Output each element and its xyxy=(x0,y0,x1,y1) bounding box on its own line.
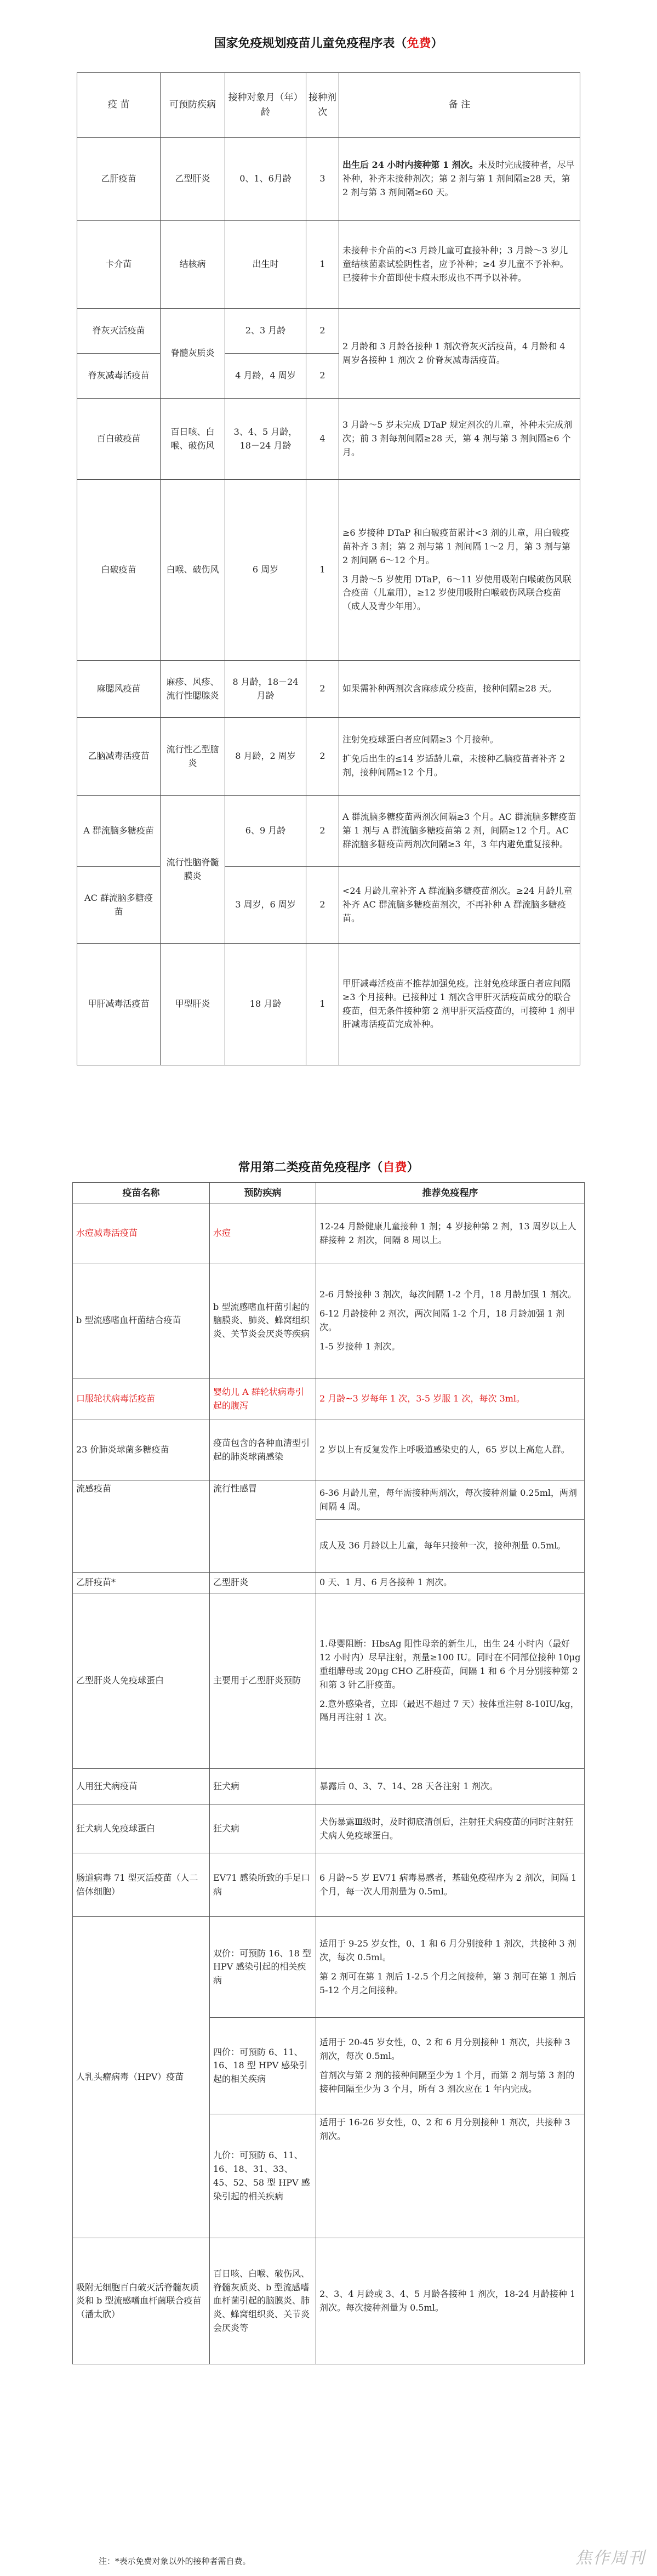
schedule-paragraph: 首剂次与第 2 剂的接种间隔至少为 1 个月，而第 2 剂与第 3 剂的接种间隔至少为 3 个月，所有 3 剂次应在 1 年内完成。 xyxy=(319,2069,575,2094)
schedule-cell: 适用于 16-26 岁女性，0、2 和 6 月分别接种 1 剂次，共接种 3 剂次。 xyxy=(316,2114,585,2238)
note-cell xyxy=(339,138,580,221)
note-cell: 3 月龄～5 岁未完成 DTaP 规定剂次的儿童，补种未完成剂次；前 3 剂每剂间隔≥28 天，第 4 剂与第 3 剂间隔≥6 个月。 xyxy=(339,399,580,480)
schedule-cell: 6-36 月龄儿童，每年需接种两剂次，每次接种剂量 0.25ml，两剂间隔 4 周。 xyxy=(316,1480,585,1520)
dose-count: 2 xyxy=(306,309,339,354)
table-row xyxy=(77,796,580,867)
schedule-cell xyxy=(316,1917,585,2018)
vaccine-name: 麻腮风疫苗 xyxy=(77,661,161,718)
dose-count: 1 xyxy=(306,221,339,309)
age-schedule: 4 月龄，4 周岁 xyxy=(225,354,306,399)
schedule-cell xyxy=(316,1263,585,1378)
table-row xyxy=(77,480,580,661)
optional-vaccine-table xyxy=(72,1182,585,2364)
schedule-cell xyxy=(316,2018,585,2114)
table-row xyxy=(73,1593,585,1769)
schedule-paragraph: 1.母婴阻断：HbsAg 阳性母亲的新生儿，出生 24 小时内（最好 12 小时内）尽早注射，剂量≥100 IU。同时在不同部位接种 10μg 重组酵母或 20μg CHO 乙肝疫苗，间隔 1 和 6 个月分别接种第 2 和第 3 针乙肝疫苗。 xyxy=(319,1638,581,1690)
table-row xyxy=(73,2238,585,2364)
vaccine-name: 乙肝疫苗 xyxy=(77,138,161,221)
table-row xyxy=(73,1573,585,1593)
schedule-title-free xyxy=(0,34,657,51)
age-schedule: 8 月龄，2 周岁 xyxy=(225,718,306,796)
table-row xyxy=(73,1378,585,1420)
table-row xyxy=(77,399,580,480)
disease-name: 狂犬病 xyxy=(210,1769,316,1805)
disease-name: 百日咳、白喉、破伤风 xyxy=(161,399,225,480)
schedule-paragraph: 6-12 月龄接种 2 剂次，两次间隔 1-2 个月，18 月龄加强 1 剂次。 xyxy=(319,1308,565,1332)
note-paragraph: 扩免后出生的≤14 岁适龄儿童，未接种乙脑疫苗者补齐 2 剂，接种间隔≥12 个月。 xyxy=(342,753,565,778)
vaccine-name: 水痘减毒活疫苗 xyxy=(73,1204,210,1263)
hpv-type-quadrivalent: 四价：可预防 6、11、16、18 型 HPV 感染引起的相关疾病 xyxy=(210,2018,316,2114)
paid-tag: 自费 xyxy=(382,1160,407,1174)
header-age: 接种对象月（年）龄 xyxy=(225,73,306,138)
note-cell: <24 月龄儿童补齐 A 群流脑多糖疫苗剂次。≥24 月龄儿童补齐 AC 群流脑多糖疫苗剂次，不再补种 A 群流脑多糖疫苗。 xyxy=(339,867,580,944)
vaccine-name: 狂犬病人免疫球蛋白 xyxy=(73,1805,210,1853)
national-schedule-table xyxy=(77,72,580,1065)
vaccine-name: 流感疫苗 xyxy=(73,1480,210,1573)
table-row xyxy=(77,221,580,309)
header-schedule: 推荐免疫程序 xyxy=(316,1183,585,1204)
note-paragraph: 3 月龄～5 岁使用 DTaP，6～11 岁使用吸附白喉破伤风联合疫苗（儿童用），≥12 岁使用吸附白喉破伤风联合疫苗（成人及青少年用）。 xyxy=(342,574,572,612)
disease-name: 麻疹、风疹、流行性腮腺炎 xyxy=(161,661,225,718)
vaccine-name: A 群流脑多糖疫苗 xyxy=(77,796,161,867)
table-row xyxy=(77,867,580,944)
title-main: 国家免疫规划疫苗儿童免疫程序表 xyxy=(214,36,395,50)
table-row xyxy=(77,944,580,1065)
table-row xyxy=(73,1480,585,1520)
schedule-paragraph: 适用于 20-45 岁女性，0、2 和 6 月分别接种 1 剂次，共接种 3 剂次，每次 0.5ml。 xyxy=(319,2037,570,2062)
title-paren-right: ） xyxy=(407,1160,419,1174)
vaccine-name: 甲肝减毒活疫苗 xyxy=(77,944,161,1065)
vaccine-name: 肠道病毒 71 型灭活疫苗（人二倍体细胞） xyxy=(73,1853,210,1917)
note-cell: 2 月龄和 3 月龄各接种 1 剂次脊灰灭活疫苗，4 月龄和 4 周岁各接种 1 剂次 2 价脊灰减毒活疫苗。 xyxy=(339,309,580,399)
vaccine-name: 百白破疫苗 xyxy=(77,399,161,480)
disease-name: EV71 感染所致的手足口病 xyxy=(210,1853,316,1917)
note-cell xyxy=(339,718,580,796)
vaccine-name: 脊灰减毒活疫苗 xyxy=(77,354,161,399)
note-cell xyxy=(339,480,580,661)
dose-count: 2 xyxy=(306,867,339,944)
dose-count: 2 xyxy=(306,661,339,718)
disease-name: 脊髓灰质炎 xyxy=(161,309,225,399)
schedule-paragraph: 1-5 岁接种 1 剂次。 xyxy=(319,1341,401,1352)
schedule-paragraph: 第 2 剂可在第 1 剂后 1-2.5 个月之间接种，第 3 剂可在第 1 剂后 5-12 个月之间接种。 xyxy=(319,1971,576,1995)
dose-count: 2 xyxy=(306,718,339,796)
table-row xyxy=(73,1204,585,1263)
vaccine-name: 23 价肺炎球菌多糖疫苗 xyxy=(73,1420,210,1480)
title-main: 常用第二类疫苗免疫程序 xyxy=(238,1160,371,1174)
table-row xyxy=(77,718,580,796)
age-schedule: 6 周岁 xyxy=(225,480,306,661)
age-schedule: 18 月龄 xyxy=(225,944,306,1065)
note-paragraph: 注射免疫球蛋白者应间隔≥3 个月接种。 xyxy=(342,734,499,745)
table-header-row xyxy=(77,73,580,138)
header-vaccine-name: 疫苗名称 xyxy=(73,1183,210,1204)
schedule-cell: 6 月龄~5 岁 EV71 病毒易感者，基础免疫程序为 2 剂次，间隔 1 个月，每一次人用剂量为 0.5ml。 xyxy=(316,1853,585,1917)
table-row xyxy=(77,309,580,354)
schedule-cell: 2 岁以上有反复发作上呼吸道感染史的人，65 岁以上高危人群。 xyxy=(316,1420,585,1480)
table-header-row xyxy=(73,1183,585,1204)
age-schedule: 2、3 月龄 xyxy=(225,309,306,354)
schedule-cell: 暴露后 0、3、7、14、28 天各注射 1 剂次。 xyxy=(316,1769,585,1805)
dose-count: 2 xyxy=(306,796,339,867)
age-schedule: 出生时 xyxy=(225,221,306,309)
age-schedule: 3 周岁，6 周岁 xyxy=(225,867,306,944)
disease-name: b 型流感嗜血杆菌引起的脑膜炎、肺炎、蜂窝组织炎、关节炎会厌炎等疾病 xyxy=(210,1263,316,1378)
table-row xyxy=(73,1420,585,1480)
note-cell: A 群流脑多糖疫苗两剂次间隔≥3 个月。AC 群流脑多糖疫苗第 1 剂与 A 群流脑多糖疫苗第 2 剂，间隔≥12 个月。AC 群流脑多糖疫苗两剂次间隔≥3 年，3 年内避免重复接种。 xyxy=(339,796,580,867)
disease-name: 流行性乙型脑炎 xyxy=(161,718,225,796)
disease-name: 白喉、破伤风 xyxy=(161,480,225,661)
watermark: 焦作周刊 xyxy=(575,2549,645,2568)
schedule-cell: 成人及 36 月龄以上儿童，每年只接种一次，接种剂量 0.5ml。 xyxy=(316,1520,585,1573)
table-row xyxy=(73,1853,585,1917)
vaccine-name: b 型流感嗜血杆菌结合疫苗 xyxy=(73,1263,210,1378)
schedule-paragraph: 适用于 9-25 岁女性，0、1 和 6 月分别接种 1 剂次，共接种 3 剂次，每次 0.5ml。 xyxy=(319,1938,576,1963)
vaccine-name: 人乳头瘤病毒（HPV）疫苗 xyxy=(73,1917,210,2238)
disease-name: 婴幼儿 A 群轮状病毒引起的腹泻 xyxy=(210,1378,316,1420)
header-disease: 可预防疾病 xyxy=(161,73,225,138)
footnote: 注：*表示免费对象以外的接种者需自费。 xyxy=(99,2556,251,2566)
vaccine-name: AC 群流脑多糖疫苗 xyxy=(77,867,161,944)
age-schedule: 6、9 月龄 xyxy=(225,796,306,867)
free-tag: 免费 xyxy=(407,36,431,50)
disease-name: 流行性脑脊髓膜炎 xyxy=(161,796,225,944)
title-paren-left: （ xyxy=(395,36,407,50)
vaccine-name: 人用狂犬病疫苗 xyxy=(73,1769,210,1805)
table-row xyxy=(73,1769,585,1805)
header-doses: 接种剂次 xyxy=(306,73,339,138)
disease-name: 百日咳、白喉、破伤风、脊髓灰质炎、b 型流感嗜血杆菌引起的脑膜炎、肺炎、蜂窝组织炎、关节炎会厌炎等 xyxy=(210,2238,316,2364)
title-paren-left: （ xyxy=(370,1160,383,1174)
schedule-paragraph: 2-6 月龄接种 3 剂次，每次间隔 1-2 个月，18 月龄加强 1 剂次。 xyxy=(319,1289,576,1300)
age-schedule: 0、1、6月龄 xyxy=(225,138,306,221)
note-paragraph: ≥6 岁接种 DTaP 和白破疫苗累计<3 剂的儿童，用白破疫苗补齐 3 剂；第 2 剂与第 1 剂间隔 1～2 月，第 3 剂与第 2 剂间隔 6～12 个月。 xyxy=(342,527,570,565)
vaccine-name: 卡介苗 xyxy=(77,221,161,309)
title-paren-right: ） xyxy=(431,36,443,50)
hpv-type-nonavalent: 九价：可预防 6、11、16、18、31、33、45、52、58 型 HPV 感染引起的相关疾病 xyxy=(210,2114,316,2238)
dose-count: 1 xyxy=(306,944,339,1065)
schedule-title-paid xyxy=(0,1158,657,1175)
disease-name: 流行性感冒 xyxy=(210,1480,316,1573)
table-row xyxy=(77,138,580,221)
note-cell: 甲肝减毒活疫苗不推荐加强免疫。注射免疫球蛋白者应间隔≥3 个月接种。已接种过 1 剂次含甲肝灭活疫苗成分的联合疫苗，但无条件接种第 2 剂甲肝灭活疫苗的，可接种 1 剂甲肝减毒活疫苗完成补种。 xyxy=(339,944,580,1065)
schedule-cell xyxy=(316,1593,585,1769)
schedule-cell: 犬伤暴露Ⅲ级时，及时彻底清创后，注射狂犬病疫苗的同时注射狂犬病人免疫球蛋白。 xyxy=(316,1805,585,1853)
note-emphasis: 出生后 24 小时内接种第 1 剂次。 xyxy=(342,160,478,171)
note-cell: 如果需补种两剂次含麻疹成分疫苗，接种间隔≥28 天。 xyxy=(339,661,580,718)
table-row xyxy=(73,1263,585,1378)
disease-name: 主要用于乙型肝炎预防 xyxy=(210,1593,316,1769)
schedule-cell: 12-24 月龄健康儿童接种 1 剂；4 岁接种第 2 剂，13 周岁以上人群接种 2 剂次，间隔 8 周以上。 xyxy=(316,1204,585,1263)
table-row xyxy=(73,1805,585,1853)
note-text: 未及时完成接种者，尽早补种，补齐未接种剂次；第 2 剂与第 1 剂间隔≥28 天，第 2 剂与第 3 剂间隔≥60 天。 xyxy=(342,160,575,197)
schedule-cell: 2、3、4 月龄或 3、4、5 月龄各接种 1 剂次，18-24 月龄接种 1 剂次。每次接种剂量为 0.5ml。 xyxy=(316,2238,585,2364)
table-row xyxy=(77,661,580,718)
age-schedule: 8 月龄，18－24 月龄 xyxy=(225,661,306,718)
vaccine-name: 脊灰灭活疫苗 xyxy=(77,309,161,354)
schedule-cell: 0 天、1 月、6 月各接种 1 剂次。 xyxy=(316,1573,585,1593)
vaccine-name: 白破疫苗 xyxy=(77,480,161,661)
table-row xyxy=(73,1917,585,2018)
dose-count: 2 xyxy=(306,354,339,399)
header-note: 备 注 xyxy=(339,73,580,138)
disease-name: 狂犬病 xyxy=(210,1805,316,1853)
header-vaccine: 疫 苗 xyxy=(77,73,161,138)
note-cell: 未接种卡介苗的<3 月龄儿童可直接补种；3 月龄～3 岁儿童结核菌素试验阴性者，应予补种；≥4 岁儿童不予补种。已接种卡介苗即使卡痕未形成也不再予以补种。 xyxy=(339,221,580,309)
header-disease: 预防疾病 xyxy=(210,1183,316,1204)
disease-name: 甲型肝炎 xyxy=(161,944,225,1065)
dose-count: 3 xyxy=(306,138,339,221)
disease-name: 疫苗包含的各种血清型引起的肺炎球菌感染 xyxy=(210,1420,316,1480)
vaccine-name: 乙肝疫苗* xyxy=(73,1573,210,1593)
dose-count: 4 xyxy=(306,399,339,480)
disease-name: 乙型肝炎 xyxy=(161,138,225,221)
vaccine-name: 乙型肝炎人免疫球蛋白 xyxy=(73,1593,210,1769)
schedule-paragraph: 2.意外感染者，立即（最迟不超过 7 天）按体重注射 8-10IU/kg，隔月再注射 1 次。 xyxy=(319,1698,579,1723)
hpv-type-bivalent: 双价：可预防 16、18 型 HPV 感染引起的相关疾病 xyxy=(210,1917,316,2018)
vaccine-name: 口服轮状病毒活疫苗 xyxy=(73,1378,210,1420)
disease-name: 水痘 xyxy=(210,1204,316,1263)
disease-name: 结核病 xyxy=(161,221,225,309)
schedule-cell: 2 月龄~3 岁每年 1 次，3-5 岁服 1 次，每次 3ml。 xyxy=(316,1378,585,1420)
vaccine-name: 吸附无细胞百白破灭活脊髓灰质炎和 b 型流感嗜血杆菌联合疫苗（潘太欣） xyxy=(73,2238,210,2364)
vaccine-name: 乙脑减毒活疫苗 xyxy=(77,718,161,796)
disease-name: 乙型肝炎 xyxy=(210,1573,316,1593)
dose-count: 1 xyxy=(306,480,339,661)
age-schedule: 3、4、5 月龄，18－24 月龄 xyxy=(225,399,306,480)
